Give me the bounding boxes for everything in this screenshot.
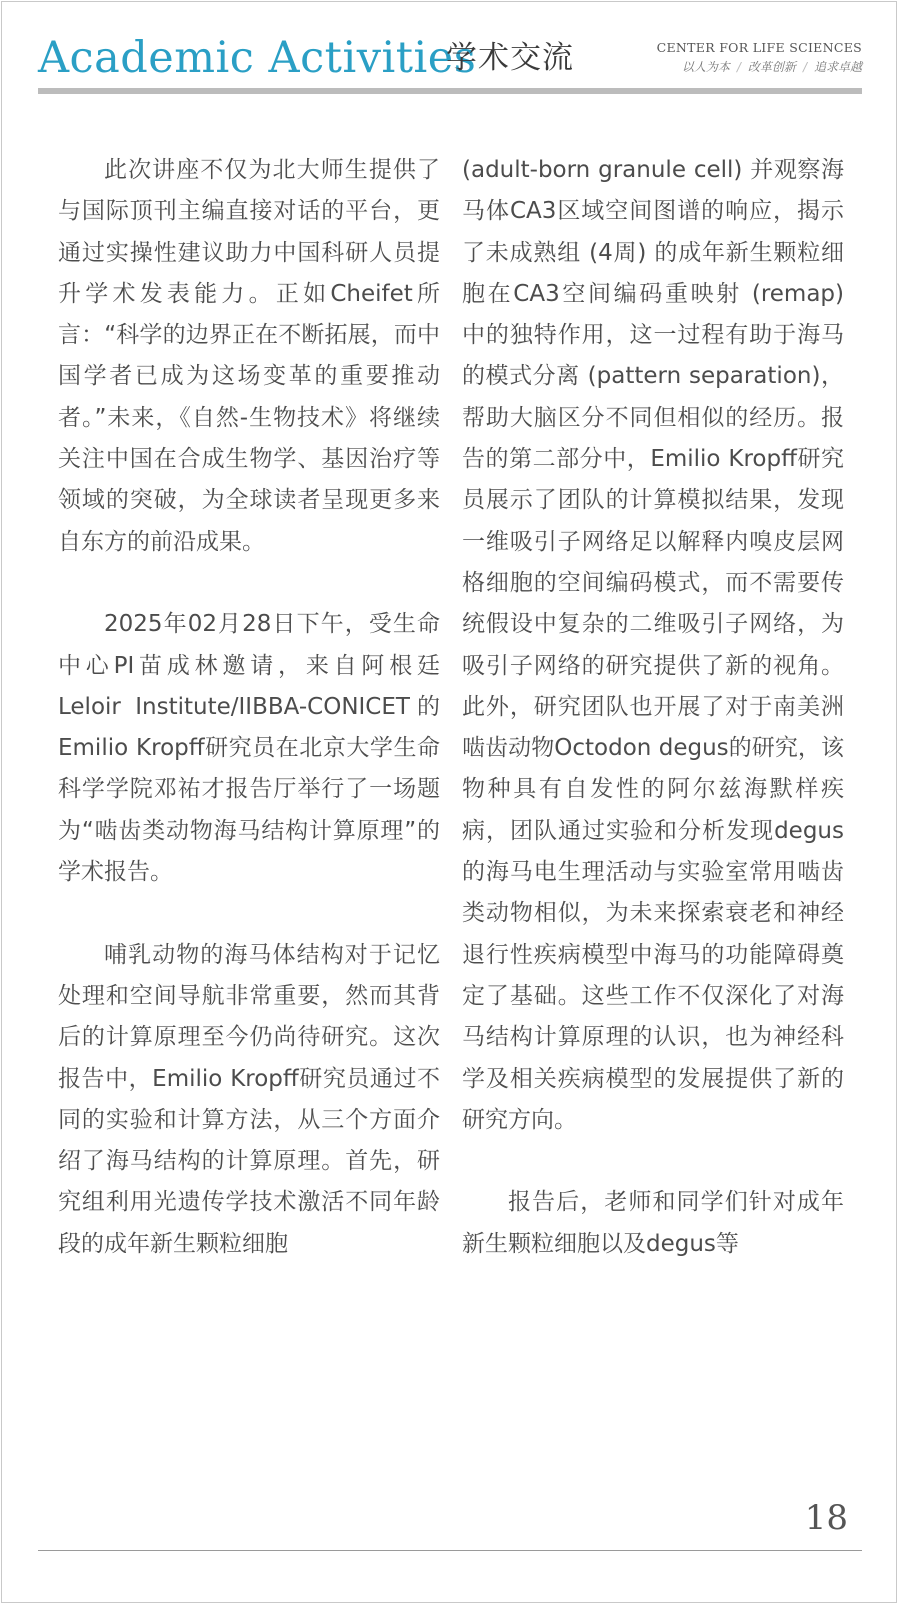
header-divider (38, 88, 862, 94)
motto-separator: / (802, 60, 807, 74)
motto-separator: / (736, 60, 741, 74)
page-number: 18 (804, 1498, 848, 1538)
motto-line (682, 58, 862, 75)
article-paragraph: 2025年02月28日下午，受生命中心PI苗成林邀请，来自阿根廷Leloir Institute/IIBBA-CONICET的Emilio Kropff研究员在北京大学生命科学学院邓祐才报告厅举行了一场题为“啮齿类动物海马结构计算原理”的学术报告。 (58, 611, 440, 886)
article-paragraph: 哺乳动物的海马体结构对于记忆处理和空间导航非常重要，然而其背后的计算原理至今仍尚待研究。这次报告中，Emilio Kropff研究员通过不同的实验和计算方法，从三个方面介绍了海马结构的计算原理。首先，研究组利用光遗传学技术激活不同年龄段的成年新生颗粒细胞 (58, 941, 440, 1257)
article-paragraph: 此次讲座不仅为北大师生提供了与国际顶刊主编直接对话的平台，更通过实操性建议助力中国科研人员提升学术发表能力。正如Cheifet所言：“科学的边界正在不断拓展，而中国学者已成为这场变革的重要推动者。”未来，《自然-生物技术》将继续关注中国在合成生物学、基因治疗等领域的突破，为全球读者呈现更多来自东方的前沿成果。 (58, 157, 440, 555)
article-right-column (462, 150, 844, 1265)
section-title-english: Academic Activities (38, 33, 477, 83)
section-title-chinese: 学术交流 (446, 40, 574, 76)
article-paragraph-continued: (adult-born granule cell) 并观察海马体CA3区域空间图谱的响应，揭示了未成熟组 (4周) 的成年新生颗粒细胞在CA3空间编码重映射 (remap) 中的独特作用，这一过程有助于海马的模式分离 (pattern separation)，帮助大脑区分不同但相似的经历。报告的第二部分中，Emilio Kropff研究员展示了团队的计算模拟结果，发现一维吸引子网络足以解释内嗅皮层网格细胞的空间编码模式，而不需要传统假设中复杂的二维吸引子网络，为吸引子网络的研究提供了新的视角。此外，研究团队也开展了对于南美洲啮齿动物Octodon degus的研究，该物种具有自发性的阿尔兹海默样疾病，团队通过实验和分析发现degus的海马电生理活动与实验室常用啮齿类动物相似，为未来探索衰老和神经退行性疾病模型中海马的功能障碍奠定了基础。这些工作不仅深化了对海马结构计算原理的认识，也为神经科学及相关疾病模型的发展提供了新的研究方向。 (462, 157, 844, 1133)
motto-1: 以人为本 (681, 60, 730, 74)
page-header (38, 28, 862, 90)
article-paragraph: 报告后，老师和同学们针对成年新生颗粒细胞以及degus等 (462, 1189, 844, 1257)
footer-divider (38, 1550, 862, 1551)
motto-2: 改革创新 (747, 60, 796, 74)
motto-3: 追求卓越 (813, 60, 862, 74)
article-left-column (58, 150, 440, 1265)
center-name: CENTER FOR LIFE SCIENCES (656, 40, 862, 55)
